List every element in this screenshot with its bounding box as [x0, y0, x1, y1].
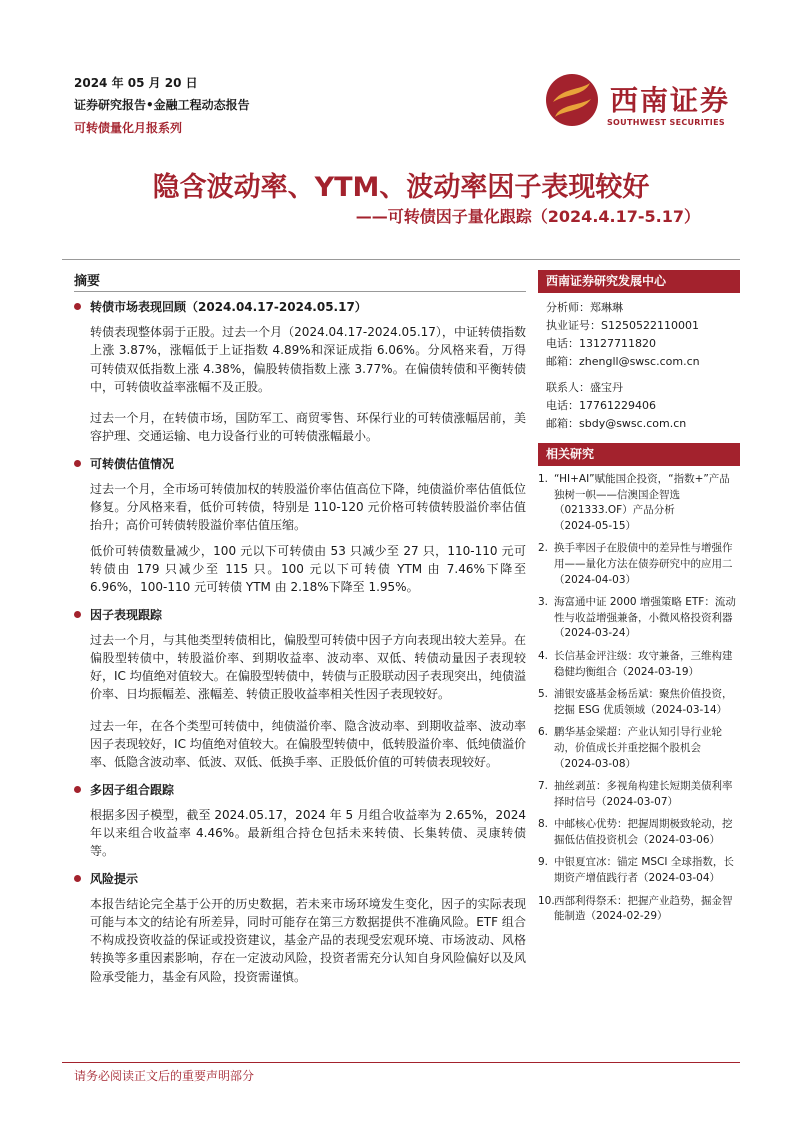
related-research-item[interactable]: [538, 725, 740, 772]
paragraph: 低价可转债数量减少，100 元以下可转债由 53 只减少至 27 只，110-110 元可转债由 179 只减少至 115 只。100 元以下可转债 YTM 由 7.46%下降至 6.96%，100-110 元可转债 YTM 由 2.18%下降至 1.95%。: [90, 543, 526, 595]
analyst-info: [538, 293, 740, 433]
bullet-icon: [74, 460, 81, 467]
paragraph: 过去一个月，与其他类型转债相比，偏股型可转债中因子方向表现出较大差异。在偏股型转债中，转股溢价率、到期收益率、波动率、双低、转债动量因子表现较好，IC 均值绝对值较大。在偏股型转债中，转债与正股联动因子表现突出，纯债溢价率、日均振幅差、涨幅差、转债正股收益率相关性因子表现较好。: [90, 632, 526, 702]
bullet-icon: [74, 611, 81, 618]
related-item-number: 4.: [538, 649, 549, 662]
section-multifactor: [74, 781, 526, 861]
related-item-number: 5.: [538, 688, 549, 701]
bullet-icon: [74, 786, 81, 793]
abstract-heading: 摘要: [74, 274, 101, 289]
related-item-title: 抽丝剥茧：多视角构建长短期美债利率择时信号: [554, 780, 733, 808]
related-item-date: （2024-03-08）: [554, 757, 637, 770]
related-item-date: （2024-03-06）: [638, 833, 721, 846]
contact-phone: 电话：17761229406: [546, 399, 656, 412]
related-item-date: （2024-05-15）: [554, 519, 637, 532]
footer-divider: [62, 1062, 740, 1063]
sidebar: [538, 270, 740, 932]
abstract-section: [74, 270, 526, 986]
related-research-item[interactable]: [538, 779, 740, 810]
analyst-email[interactable]: 邮箱：zhengll@swsc.com.cn: [546, 355, 700, 368]
company-logo: [544, 72, 744, 132]
related-item-number: 10.: [538, 894, 555, 907]
paragraph: 过去一个月，在转债市场，国防军工、商贸零售、环保行业的可转债涨幅居前，美容护理、交通运输、电力设备行业的可转债涨幅最小。: [90, 411, 526, 444]
related-item-date: （2024-03-19）: [617, 665, 700, 678]
logo-name-en: SOUTHWEST SECURITIES: [607, 118, 725, 127]
header-divider: [62, 259, 740, 260]
related-research-item[interactable]: [538, 595, 740, 642]
related-research-header: 相关研究: [538, 443, 740, 466]
paragraph: 本报告结论完全基于公开的历史数据，若未来市场环境发生变化，因子的实际表现可能与本文的结论有所差异，同时可能存在第三方数据提供不准确风险。ETF 组合不构成投资收益的保证或投资建议，基金产品的表现受宏观环境、市场波动、风格转换等多重因素影响，存在一定波动风险，投资者需充分认知自身风险偏好以及风险承受能力，基金有风险，投资需谨慎。: [90, 896, 526, 984]
paragraph: 转债表现整体弱于正股。过去一个月（2024.04.17-2024.05.17），中证转债指数上涨 3.87%，涨幅低于上证指数 4.89%和深证成指 6.06%。分风格来看，万得可转债双低指数上涨 4.38%，偏股转债指数上涨 3.77%。在偏债转债和平衡转债中，可转债收益率涨幅不及正股。: [90, 325, 526, 394]
related-item-title: 海富通中证 2000 增强策略 ETF：流动性与收益增强兼备，小微风格投资利器: [554, 596, 736, 624]
related-research-item[interactable]: [538, 687, 740, 718]
related-research-item[interactable]: [538, 817, 740, 848]
related-item-title: 中银夏宜冰：锚定 MSCI 全球指数，长期资产增值践行者: [554, 856, 734, 885]
contact-name: 联系人：盛宝丹: [546, 381, 623, 394]
related-item-number: 3.: [538, 596, 549, 609]
related-item-number: 9.: [538, 856, 549, 869]
logo-mark-icon: [544, 72, 600, 128]
related-research-item[interactable]: [538, 894, 740, 925]
section-market-review: [74, 298, 526, 446]
analyst-license: 执业证号：S1250522110001: [546, 319, 699, 332]
related-research-item[interactable]: [538, 541, 740, 588]
related-research-item[interactable]: [538, 649, 740, 680]
related-item-title: 西部利得祭禾：把握产业趋势，掘金智能制造: [554, 894, 733, 923]
paragraph: 过去一年，在各个类型可转债中，纯债溢价率、隐含波动率、到期收益率、波动率因子表现较好，IC 均值绝对值较大。在偏股型转债中，低转股溢价率、低纯债溢价率、低隐含波动率、低波、双低、低换手率、正股低价值的可转债表现较好。: [90, 718, 526, 770]
abstract-divider: [74, 291, 526, 292]
related-item-title: 中邮核心优势：把握周期极致轮动，挖掘低估值投资机会: [554, 818, 733, 846]
logo-name-cn: 西南证券: [610, 84, 731, 117]
related-item-date: （2024-03-07）: [596, 795, 679, 808]
report-subtitle: ——可转债因子量化跟踪（2024.4.17-5.17）: [355, 207, 700, 226]
section-risk: [74, 870, 526, 986]
analyst-phone: 电话：13127711820: [546, 337, 656, 350]
section-heading: 因子表现跟踪: [74, 606, 526, 624]
related-item-number: 2.: [538, 542, 549, 555]
related-item-title: 长信基金评注级：攻守兼备，三维构建稳健均衡组合: [554, 649, 733, 678]
paragraph: 根据多因子模型，截至 2024.05.17，2024 年 5 月组合收益率为 2.65%，2024 年以来组合收益率 4.46%。最新组合持仓包括未来转债、长集转债、灵康转债等。: [90, 807, 526, 859]
report-subseries: 可转债量化月报系列: [74, 121, 183, 135]
related-item-date: （2024-04-03）: [554, 573, 637, 586]
related-item-date: （2024-03-24）: [554, 627, 637, 640]
bullet-icon: [74, 303, 81, 310]
report-date: 2024 年 05 月 20 日: [74, 76, 198, 90]
related-research-item[interactable]: [538, 472, 740, 534]
paragraph: 过去一个月，全市场可转债加权的转股溢价率估值高位下降，纯债溢价率估值低位修复。分风格来看，低价可转债，特别是 110-120 元价格可转债转股溢价率估值抬升；高价可转债转股溢价率估值压缩。: [90, 481, 526, 533]
related-item-title: 换手率因子在股债中的差异性与增强作用——量化方法在债券研究中的应用二: [554, 542, 733, 570]
related-item-title: 浦银安盛基金杨岳斌：聚焦价值投资，挖掘 ESG 优质领域: [554, 688, 733, 716]
section-factor-tracking: [74, 606, 526, 772]
related-item-title: “HI+AI”赋能国企投资，“指数+”产品独树一帜——信澳国企智选（021333.OF）产品分析: [554, 473, 730, 517]
related-research-list: [538, 466, 740, 925]
related-item-number: 8.: [538, 818, 549, 831]
analyst-name: 分析师：郑琳琳: [546, 301, 623, 314]
section-heading: 可转债估值情况: [74, 455, 526, 473]
contact-email[interactable]: 邮箱：sbdy@swsc.com.cn: [546, 417, 687, 430]
research-center-header: 西南证券研究发展中心: [538, 270, 740, 293]
section-heading: 多因子组合跟踪: [74, 781, 526, 799]
bullet-icon: [74, 875, 81, 882]
related-item-title: 鹏华基金梁超：产业认知引导行业轮动，价值成长并重挖掘个股机会: [554, 726, 722, 754]
related-item-date: （2024-03-04）: [638, 872, 721, 885]
report-title: 隐含波动率、YTM、波动率因子表现较好: [152, 172, 650, 203]
related-item-number: 6.: [538, 726, 549, 739]
section-valuation: [74, 455, 526, 597]
section-heading: 转债市场表现回顾（2024.04.17-2024.05.17）: [74, 298, 526, 316]
related-item-date: （2024-03-14）: [645, 703, 728, 716]
related-item-date: （2024-02-29）: [585, 910, 668, 923]
section-heading: 风险提示: [74, 870, 526, 888]
related-item-number: 1.: [538, 473, 549, 485]
related-research-item[interactable]: [538, 855, 740, 886]
report-series: 证券研究报告•金融工程动态报告: [74, 98, 250, 112]
related-item-number: 7.: [538, 780, 549, 793]
footer-disclaimer[interactable]: 请务必阅读正文后的重要声明部分: [74, 1069, 255, 1083]
